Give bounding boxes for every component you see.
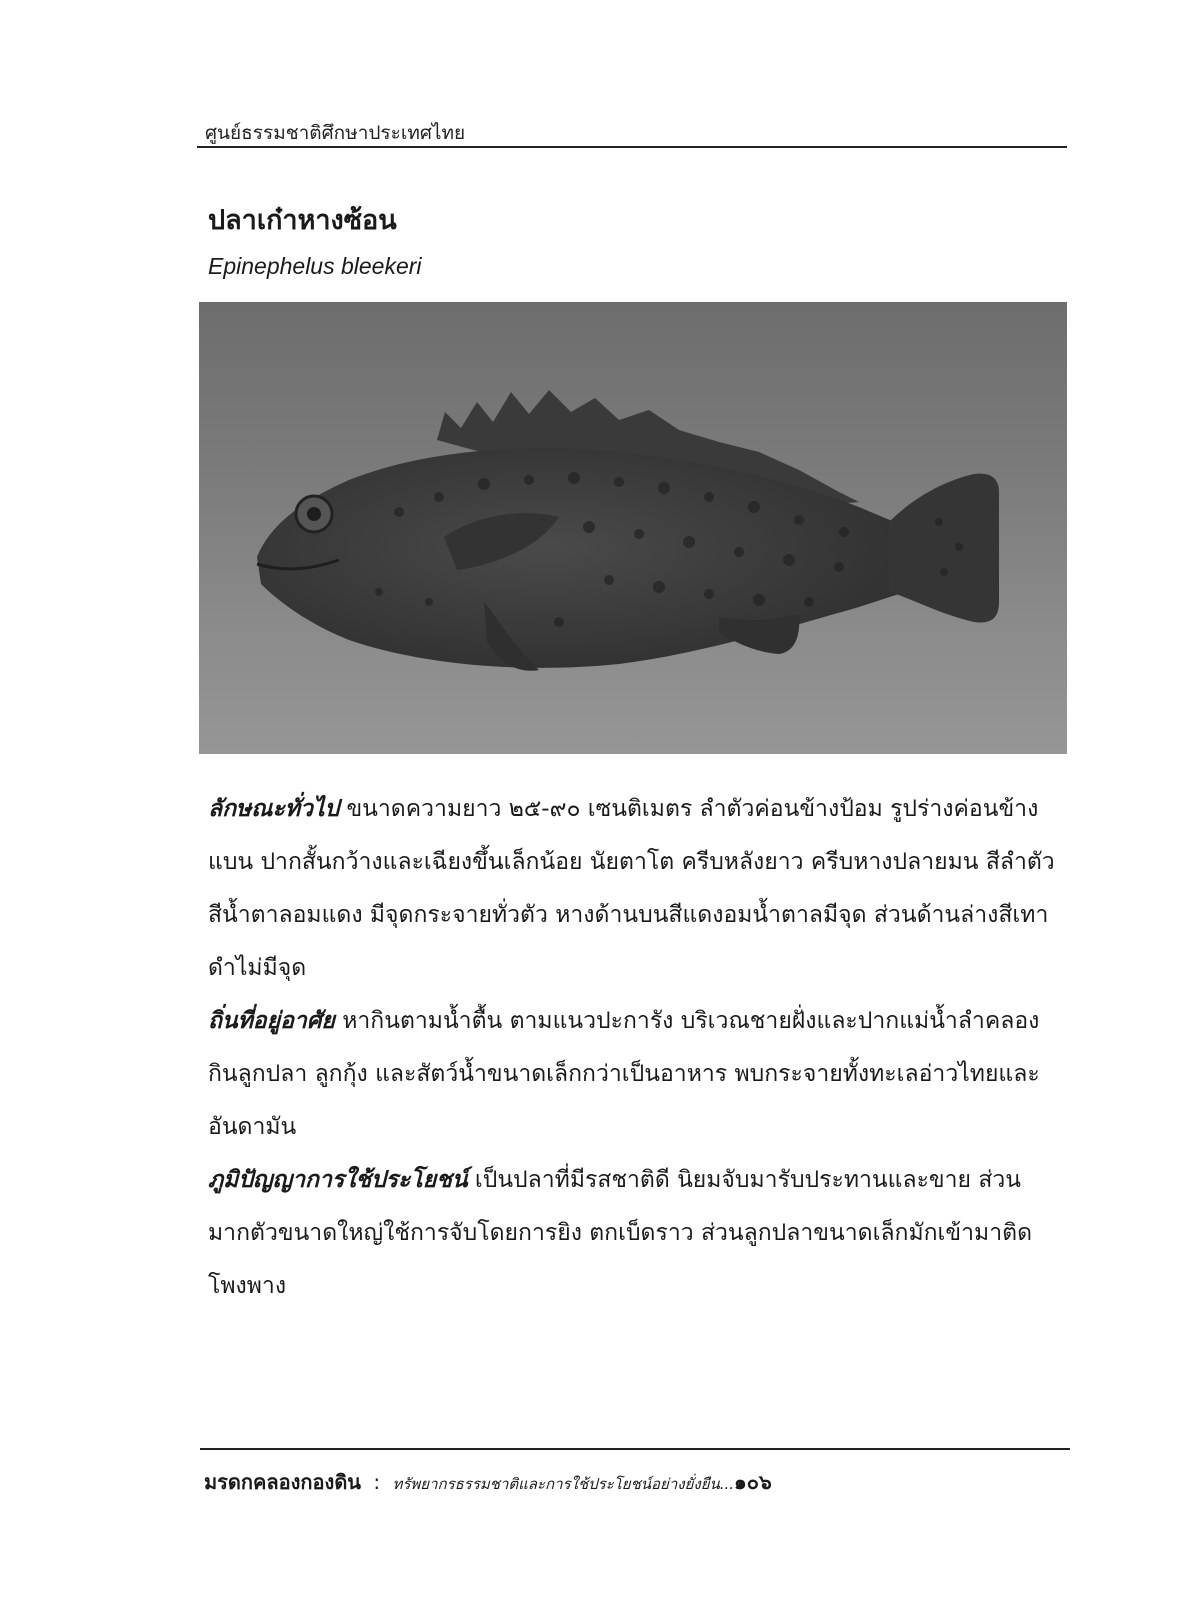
anal-fin	[719, 614, 799, 654]
fish-photo	[199, 302, 1067, 754]
section-term: ถิ่นที่อยู่อาศัย	[208, 1008, 335, 1034]
species-scientific-name: Epinephelus bleekeri	[208, 253, 422, 279]
section-text: ขนาดความยาว ๒๕-๙๐ เซนติเมตร ลำตัวค่อนข้างป้อม รูปร่างค่อนข้างแบน ปากสั้นกว้างและเฉียงขึ้นเล็กน้อย นัยตาโต ครีบหลังยาว ครีบหางปลายมน สีลำตัวสีน้ำตาลอมแดง มีจุดกระจายทั่วตัว หางด้านบนสีแดงอมน้ำตาลมีจุด ส่วนด้านล่างสีเทาดำไม่มีจุด	[208, 796, 1055, 981]
section-habitat	[208, 995, 1058, 1154]
section-text: หากินตามน้ำตื้น ตามแนวปะการัง บริเวณชายฝั่งและปากแม่น้ำลำคลอง กินลูกปลา ลูกกุ้ง และสัตว์น้ำขนาดเล็กกว่าเป็นอาหาร พบกระจายทั้งทะเลอ่าวไทยและอันดามัน	[208, 1008, 1040, 1140]
page-footer	[204, 1466, 1074, 1498]
section-text: เป็นปลาที่มีรสชาติดี นิยมจับมารับประทานและขาย ส่วนมากตัวขนาดใหญ่ใช้การจับโดยการยิง ตกเบ็ดราว ส่วนลูกปลาขนาดเล็กมักเข้ามาติดโพงพาง	[208, 1167, 1033, 1299]
running-header: ศูนย์ธรรมชาติศึกษาประเทศไทย	[205, 122, 466, 144]
species-common-name: ปลาเก๋าหางซ้อน	[208, 205, 397, 236]
footer-separator: :	[373, 1470, 381, 1494]
species-title-block	[208, 203, 1048, 281]
footer-subtitle: ทรัพยากรธรรมชาติและการใช้ประโยชน์อย่างยั่งยืน...	[392, 1475, 735, 1493]
description-body	[208, 783, 1058, 1313]
footer-page-number: ๑๐๖	[734, 1470, 772, 1494]
header-rule	[197, 146, 1067, 148]
section-term: ลักษณะทั่วไป	[208, 796, 340, 822]
fish-illustration	[199, 302, 1067, 754]
section-general-characteristics	[208, 783, 1058, 995]
section-term: ภูมิปัญญาการใช้ประโยชน์	[208, 1167, 468, 1193]
caudal-fin	[889, 474, 999, 623]
footer-rule	[200, 1448, 1070, 1450]
section-local-wisdom-usage	[208, 1154, 1058, 1313]
footer-book-title: มรดกคลองกองดิน	[204, 1470, 361, 1494]
